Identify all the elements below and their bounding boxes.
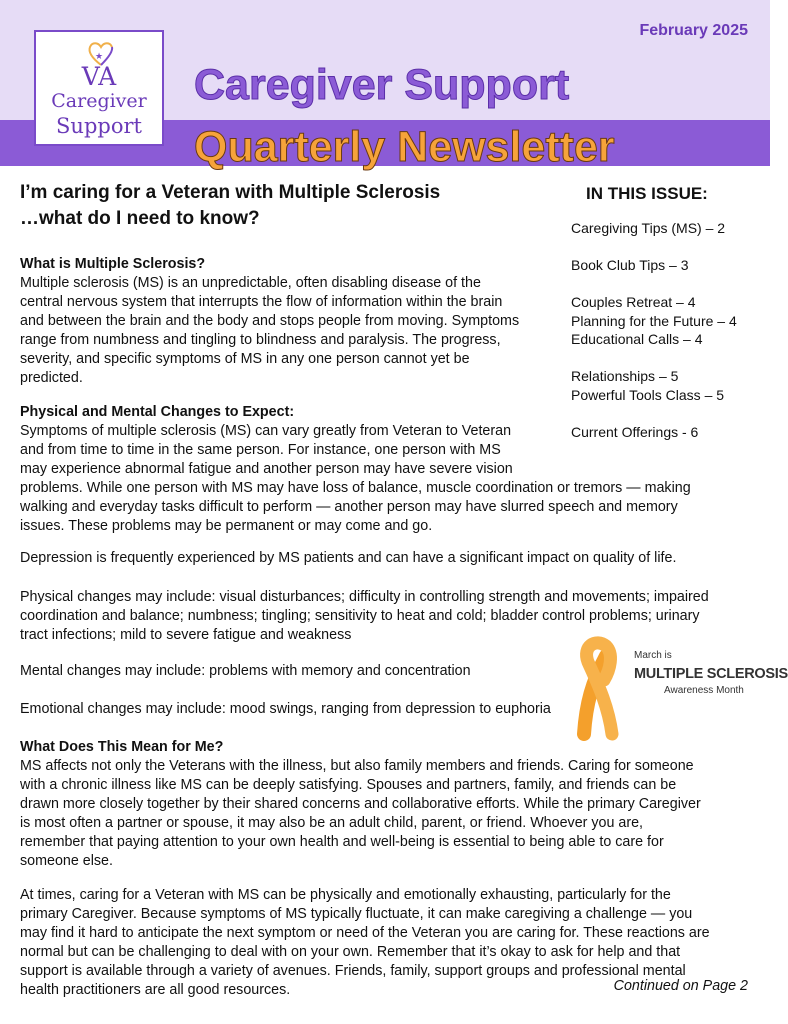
issue-date: February 2025 <box>639 22 748 39</box>
toc-item: Educational Calls – 4 <box>571 331 703 347</box>
toc-item: Book Club Tips – 3 <box>571 257 689 273</box>
text-line: MS affects not only the Veterans with the illness, but also family members and friends. Caring for someone <box>20 758 694 774</box>
text-line: severity, and specific symptoms of MS in any one person cannot yet be <box>20 351 470 367</box>
text-line: central nervous system that interrupts the flow of information within the brain <box>20 294 503 310</box>
text-line: primary Caregiver. Because symptoms of MS typically fluctuate, it can make caregiving a challenge — you <box>20 906 693 922</box>
ribbon-text-month: Awareness Month <box>664 685 744 696</box>
toc-item: Powerful Tools Class – 5 <box>571 387 725 403</box>
text-line: range from numbness and tingling to blindness and paralysis. The progress, <box>20 332 501 348</box>
text-line: may find it hard to anticipate the next symptom or need of the Veteran you are caring for. These reactions are <box>20 925 710 941</box>
article-headline <box>20 180 540 232</box>
text-line: Physical changes may include: visual disturbances; difficulty in controlling strength and movements; impaired <box>20 589 709 605</box>
section-what-does-this-mean <box>20 738 755 871</box>
text-line: with a chronic illness like MS can be deeply satisfying. Spouses and partners, family, and friends can be <box>20 777 677 793</box>
text-line: normal but can be challenging to deal with on your own. Remember that it’s okay to ask for help and that <box>20 944 681 960</box>
section-changes <box>20 403 755 536</box>
va-caregiver-support-logo <box>34 30 164 146</box>
text-line: health practitioners are all good resources. <box>20 982 291 998</box>
text-line: may experience abnormal fatigue and another person may have severe vision <box>20 461 513 477</box>
toc-item: Relationships – 5 <box>571 368 679 384</box>
text-line: support is available through a variety of avenues. Friends, family, support groups and professional mental <box>20 963 686 979</box>
mental-changes-paragraph: Mental changes may include: problems with memory and concentration <box>20 663 471 679</box>
text-line: At times, caring for a Veteran with MS can be physically and emotionally exhausting, particularly for the <box>20 887 671 903</box>
text-line: coordination and balance; numbness; tingling; sensitivity to heat and cold; bladder control problems; urinary <box>20 608 700 624</box>
newsletter-title-line1: Caregiver Support <box>194 61 570 109</box>
headline-line1: I’m caring for a Veteran with Multiple Sclerosis <box>20 182 441 203</box>
toc-item: Couples Retreat – 4 <box>571 294 696 310</box>
text-line: issues. These problems may be permanent or may come and go. <box>20 518 433 534</box>
section-heading: What Does This Mean for Me? <box>20 739 224 755</box>
section-heading: Physical and Mental Changes to Expect: <box>20 404 295 420</box>
logo-text-support: Support <box>56 114 142 138</box>
emotional-changes-paragraph: Emotional changes may include: mood swings, ranging from depression to euphoria <box>20 701 551 717</box>
ms-awareness-graphic <box>566 634 788 744</box>
sidebar-title: IN THIS ISSUE: <box>586 184 708 203</box>
text-line: and between the brain and the body and stops people from moving. Symptoms <box>20 313 520 329</box>
logo-text-va: VA <box>81 62 117 91</box>
toc-item: Planning for the Future – 4 <box>571 313 737 329</box>
section-what-is-ms <box>20 255 560 388</box>
ribbon-text-ms: MULTIPLE SCLEROSIS <box>634 666 788 682</box>
text-line: walking and everyday tasks difficult to perform — another person may have slurred speech and memory <box>20 499 678 515</box>
logo-text-caregiver: Caregiver <box>51 90 147 112</box>
text-line: someone else. <box>20 853 113 869</box>
svg-text:★: ★ <box>95 51 104 61</box>
text-line: drawn more closely together by their shared concerns and collaborative efforts. While the primary Caregiver <box>20 796 701 812</box>
text-line: Symptoms of multiple sclerosis (MS) can vary greatly from Veteran to Veteran <box>20 423 512 439</box>
newsletter-title-line2: Quarterly Newsletter <box>194 123 615 171</box>
text-line: tract infections; mild to severe fatigue and weakness <box>20 627 352 643</box>
ribbon-text-small: March is <box>634 650 672 661</box>
awareness-ribbon-icon <box>566 634 636 744</box>
toc-item: Caregiving Tips (MS) – 2 <box>571 220 726 236</box>
text-line: problems. While one person with MS may have loss of balance, muscle coordination or tremors — making <box>20 480 691 496</box>
text-line: Multiple sclerosis (MS) is an unpredictable, often disabling disease of the <box>20 275 481 291</box>
text-line: is most often a partner or spouse, it may also be an adult child, parent, or friend. Whoever you are, <box>20 815 644 831</box>
depression-paragraph: Depression is frequently experienced by MS patients and can have a significant impact on quality of life. <box>20 550 677 566</box>
text-line: and from time to time in the same person. For instance, one person with MS <box>20 442 501 458</box>
text-line: remember that paying attention to your own health and well-being is essential to being able to care for <box>20 834 664 850</box>
toc-item: Current Offerings - 6 <box>571 424 699 440</box>
continued-link[interactable]: Continued on Page 2 <box>613 978 748 994</box>
headline-line2: …what do I need to know? <box>20 208 260 229</box>
section-heading: What is Multiple Sclerosis? <box>20 256 206 272</box>
text-line: predicted. <box>20 370 83 386</box>
